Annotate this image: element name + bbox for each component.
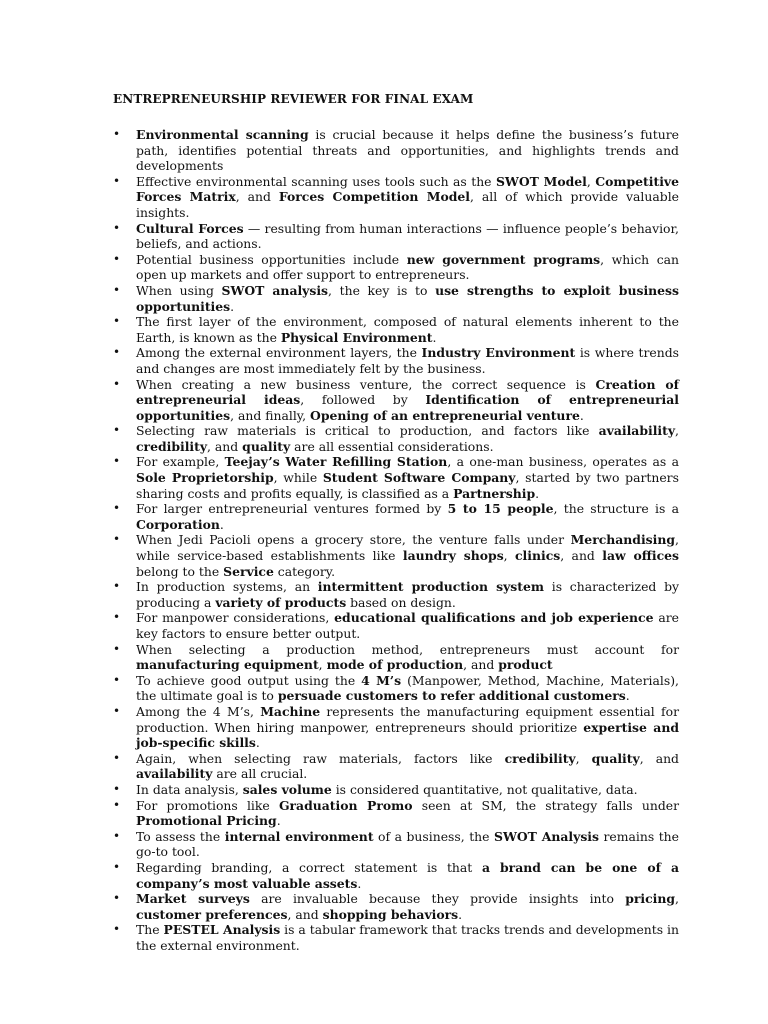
body-text: . xyxy=(357,875,362,891)
body-text: . xyxy=(625,688,630,704)
bold-text: product xyxy=(498,657,553,673)
bold-text: credibility xyxy=(504,750,576,766)
body-text: When Jedi Pacioli opens a grocery store, the venture falls under xyxy=(136,532,571,548)
bold-text: Opening of an entrepreneurial venture xyxy=(310,407,580,423)
body-text: , and xyxy=(235,189,279,205)
body-text: In production systems, an xyxy=(136,579,318,595)
bold-text: SWOT Analysis xyxy=(494,828,599,844)
bold-text: Competitive Forces Matrix xyxy=(136,173,679,205)
bold-text: SWOT Model xyxy=(495,173,587,189)
bold-text: 4 M’s xyxy=(361,672,402,688)
body-text: . xyxy=(432,329,437,345)
body-text: To assess the xyxy=(136,828,225,844)
bold-text: a brand can be one of a company’s most valuable assets xyxy=(136,859,679,891)
bold-text: intermittent production system xyxy=(317,579,544,595)
bullet-item xyxy=(113,579,679,610)
bold-text: new government programs xyxy=(406,251,601,267)
body-text: Among the 4 M’s, xyxy=(136,703,261,719)
bullet-item xyxy=(113,610,679,641)
bold-text: laundry shops xyxy=(402,548,504,564)
body-text: represents the manufacturing equipment essential for production. When hiring manpower, entrepreneurs should prioritize xyxy=(136,703,679,735)
bullet-item xyxy=(113,798,679,829)
body-text: , xyxy=(675,423,679,439)
body-text: , followed by xyxy=(300,392,426,408)
bold-text: customer preferences xyxy=(136,906,288,922)
body-text: Among the external environment layers, the xyxy=(136,345,422,361)
body-text: When selecting a production method, entrepreneurs must account for xyxy=(136,641,679,657)
body-text: , the structure is a xyxy=(553,501,679,517)
body-text: , xyxy=(675,891,679,907)
body-text: , and xyxy=(463,657,499,673)
body-text: , all of which provide valuable insights. xyxy=(136,189,679,220)
body-text: based on design. xyxy=(346,594,456,610)
document-title: ENTREPRENEURSHIP REVIEWER FOR FINAL EXAM xyxy=(113,92,474,106)
bold-text: Service xyxy=(223,563,274,579)
bold-text: Creation of entrepreneurial ideas xyxy=(136,376,679,408)
bold-text: variety of products xyxy=(215,594,347,610)
bold-text: quality xyxy=(242,438,291,454)
body-text: (Manpower, Method, Machine, Materials), the ultimate goal is to xyxy=(136,672,679,704)
bold-text: Cultural Forces xyxy=(136,220,244,236)
bullet-item xyxy=(113,283,679,314)
bold-text: Merchandising xyxy=(570,532,676,548)
bullet-item xyxy=(113,704,679,751)
bullet-item xyxy=(113,860,679,891)
body-text: , and xyxy=(207,438,243,454)
body-text: The first layer of the environment, composed of natural elements inherent to the Earth, is known as the xyxy=(136,314,679,345)
body-text: When creating a new business venture, the correct sequence is xyxy=(136,376,596,392)
body-text: To achieve good output using the xyxy=(136,672,362,688)
body-text: , xyxy=(318,657,327,673)
body-text: . xyxy=(219,516,224,532)
bold-text: Student Software Company xyxy=(322,470,516,486)
body-text: belong to the xyxy=(136,563,224,579)
body-text: . xyxy=(458,906,463,922)
bold-text: Environmental scanning xyxy=(136,127,309,142)
bold-text: internal environment xyxy=(224,828,374,844)
bold-text: law offices xyxy=(602,548,679,564)
body-text: . xyxy=(276,813,281,829)
bold-text: credibility xyxy=(136,438,208,454)
body-text: is characterized by producing a xyxy=(136,579,679,610)
body-text: For manpower considerations, xyxy=(136,610,335,626)
bullet-item xyxy=(113,314,679,345)
body-text: . xyxy=(255,735,260,751)
bold-text: Market surveys xyxy=(136,891,250,907)
body-text: , while service-based establishments like xyxy=(136,532,679,564)
bullet-item xyxy=(113,377,679,424)
bullet-item xyxy=(113,642,679,673)
bold-text: use strengths to exploit business opportunities xyxy=(136,282,679,314)
body-text: are key factors to ensure better output. xyxy=(136,610,679,641)
body-text: For larger entrepreneurial ventures formed by xyxy=(136,501,448,517)
bullet-item xyxy=(113,922,679,953)
body-text: seen at SM, the strategy falls under xyxy=(412,797,680,813)
body-text: The xyxy=(136,922,164,938)
bold-text: Partnership xyxy=(453,485,536,501)
bullet-item xyxy=(113,673,679,704)
bullet-item xyxy=(113,345,679,376)
body-text: . xyxy=(535,485,540,501)
body-text: is a tabular framework that tracks trends and developments in the external environment. xyxy=(136,922,679,953)
bold-text: PESTEL Analysis xyxy=(163,922,281,938)
body-text: are all essential considerations. xyxy=(290,438,494,454)
bold-text: Physical Environment xyxy=(280,329,433,345)
bold-text: persuade customers to refer additional customers xyxy=(277,688,626,704)
body-text: . xyxy=(579,407,584,423)
bold-text: educational qualifications and job experience xyxy=(334,610,654,626)
body-text: , xyxy=(586,173,596,189)
bullet-item xyxy=(113,532,679,579)
bullet-list xyxy=(113,127,679,953)
bold-text: Forces Competition Model xyxy=(278,189,470,205)
body-text: is crucial because it helps define the business’s future path, identifies potential threats and opportunities, and highlights trends and developments xyxy=(136,127,679,174)
body-text: Regarding branding, a correct statement is that xyxy=(136,859,482,875)
bold-text: manufacturing equipment xyxy=(136,657,319,673)
body-text: , which can open up markets and offer support to entrepreneurs. xyxy=(136,251,679,283)
bold-text: Teejay’s Water Refilling Station xyxy=(224,454,448,470)
bold-text: availability xyxy=(598,423,676,439)
body-text: , and xyxy=(287,906,323,922)
body-text: , started by two partners sharing costs and profits equally, is classified as a xyxy=(136,470,679,501)
bold-text: Corporation xyxy=(136,516,220,532)
body-text: , while xyxy=(273,470,323,486)
body-text: are all crucial. xyxy=(212,766,308,782)
body-text: , and xyxy=(639,750,679,766)
body-text: , the key is to xyxy=(328,282,436,298)
bold-text: clinics xyxy=(515,548,561,564)
body-text: Effective environmental scanning uses tools such as the xyxy=(136,173,496,189)
bold-text: 5 to 15 people xyxy=(447,501,554,517)
bullet-item xyxy=(113,751,679,782)
bullet-item xyxy=(113,221,679,252)
bold-text: expertise and job-specific skills xyxy=(136,719,679,751)
body-text: is considered quantitative, not qualitative, data. xyxy=(331,781,638,797)
body-text: category. xyxy=(273,563,336,579)
bullet-item xyxy=(113,829,679,860)
bullet-item xyxy=(113,127,679,174)
bold-text: SWOT analysis xyxy=(221,282,329,298)
body-text: When using xyxy=(136,282,222,298)
body-text: , xyxy=(575,750,592,766)
body-text: Potential business opportunities include xyxy=(136,251,407,267)
bold-text: Promotional Pricing xyxy=(136,813,277,829)
bullet-item xyxy=(113,891,679,922)
body-text: of a business, the xyxy=(373,828,495,844)
bold-text: sales volume xyxy=(242,781,332,797)
bold-text: Machine xyxy=(260,703,321,719)
body-text: , and xyxy=(560,548,603,564)
body-text: , a one-man business, operates as a xyxy=(447,454,679,470)
body-text: In data analysis, xyxy=(136,781,243,797)
body-text: For example, xyxy=(136,454,225,470)
bold-text: quality xyxy=(591,750,640,766)
body-text: Selecting raw materials is critical to production, and factors like xyxy=(136,423,599,439)
bold-text: Industry Environment xyxy=(421,345,576,361)
body-text: Again, when selecting raw materials, factors like xyxy=(136,750,505,766)
bold-text: availability xyxy=(136,766,213,782)
bullet-item xyxy=(113,252,679,283)
body-text: For promotions like xyxy=(136,797,279,813)
bullet-item xyxy=(113,782,679,798)
bold-text: mode of production xyxy=(326,657,464,673)
body-text: , xyxy=(503,548,516,564)
body-text: — resulting from human interactions — influence people’s behavior, beliefs, and actions. xyxy=(136,220,679,252)
bold-text: pricing xyxy=(625,891,676,907)
body-text: , and finally, xyxy=(230,407,311,423)
body-text: . xyxy=(230,298,235,314)
bullet-item xyxy=(113,423,679,454)
bullet-item xyxy=(113,174,679,221)
bold-text: Graduation Promo xyxy=(278,797,413,813)
bullet-item xyxy=(113,454,679,501)
body-text: is where trends and changes are most immediately felt by the business. xyxy=(136,345,679,376)
bullet-item xyxy=(113,501,679,532)
body-text: are invaluable because they provide insights into xyxy=(249,891,626,907)
bold-text: Sole Proprietorship xyxy=(136,470,274,486)
body-text: remains the go-to tool. xyxy=(136,828,679,860)
bold-text: shopping behaviors xyxy=(322,906,459,922)
bold-text: Identification of entrepreneurial opportunities xyxy=(136,392,680,423)
